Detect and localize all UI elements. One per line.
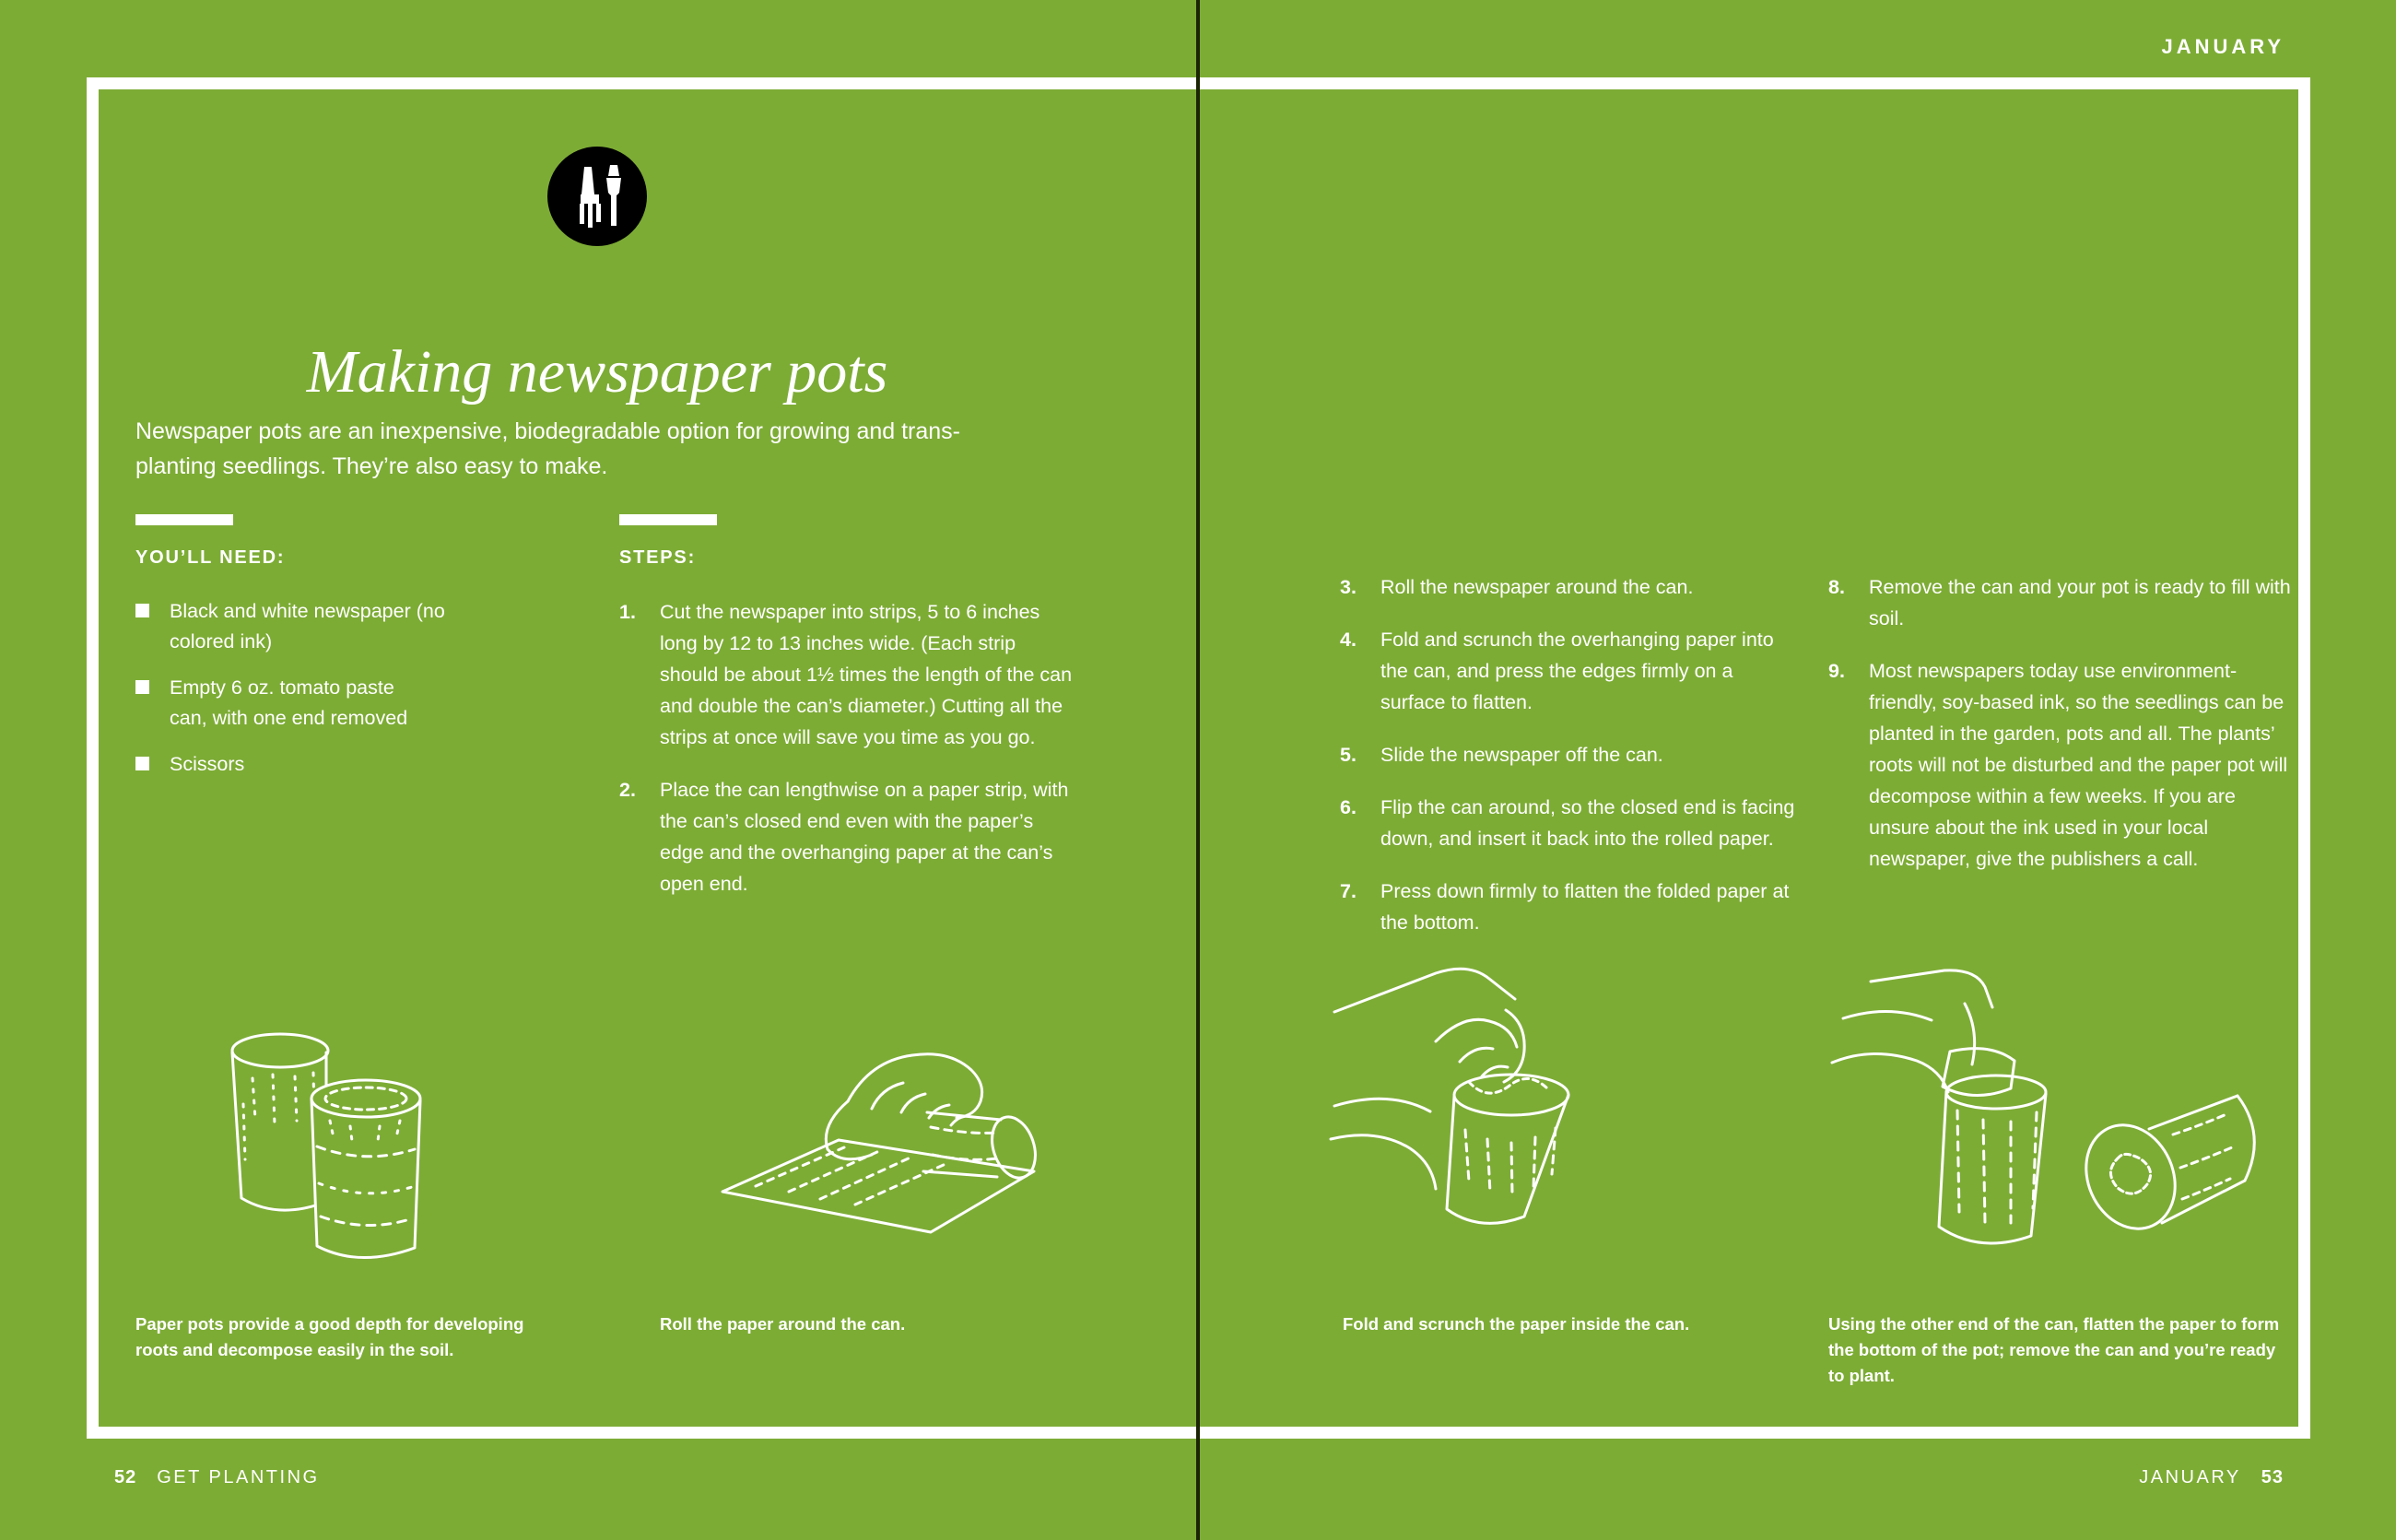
step-item	[1340, 876, 1801, 938]
step-item	[619, 774, 1080, 899]
intro-paragraph	[135, 414, 1057, 484]
step-number: 9.	[1828, 660, 1845, 682]
square-bullet-icon	[135, 757, 149, 770]
need-item	[135, 596, 495, 657]
section-rule	[619, 514, 717, 525]
page-title: Making newspaper pots	[306, 338, 888, 406]
square-bullet-icon	[135, 604, 149, 617]
step-number: 5.	[1340, 744, 1357, 766]
illustration-paper-pots	[221, 1021, 461, 1293]
running-head-month: JANUARY	[2161, 35, 2284, 58]
page-number-left: 52	[114, 1467, 137, 1487]
steps-heading: STEPS:	[619, 547, 697, 568]
step-number: 7.	[1340, 880, 1357, 902]
step-text: Fold and scrunch the overhanging paper into the can, and press the edges firmly on a surface to flatten.	[1380, 629, 1774, 713]
step-number: 6.	[1340, 796, 1357, 818]
step-item	[1340, 739, 1801, 770]
step-text: Most newspapers today use environment-friendly, soy-based ink, so the seedlings can be planted in the garden, pots and all. The plants’ roots will not be disturbed and the paper pot will decompose within a few weeks. If you are unsure about the ink used in your local newspaper, give the publishers a call.	[1869, 660, 2288, 870]
youll-need-section	[135, 514, 495, 795]
need-item-text: Scissors	[170, 753, 245, 775]
caption-fold: Fold and scrunch the paper inside the can.	[1343, 1314, 1690, 1334]
step-text: Place the can lengthwise on a paper strip, with the can’s closed end even with the paper’s edge and the overhanging paper at the can’s open end.	[660, 779, 1069, 895]
step-item	[1340, 571, 1801, 603]
footer-left	[114, 1467, 320, 1488]
step-item	[1828, 655, 2298, 875]
caption-roll: Roll the paper around the can.	[660, 1314, 906, 1334]
garden-tools-icon	[544, 143, 651, 254]
step-number: 8.	[1828, 576, 1845, 598]
step-text: Remove the can and your pot is ready to fill with soil.	[1869, 576, 2291, 629]
need-item	[135, 749, 495, 780]
step-text: Cut the newspaper into strips, 5 to 6 inches long by 12 to 13 inches wide. (Each strip should be about 1½ times the length of the can and double the can’s diameter.) Cutting all the strips at once will save you time as you go.	[660, 601, 1073, 748]
step-text: Flip the can around, so the closed end is facing down, and insert it back into the rolled paper.	[1380, 796, 1795, 850]
spine-gutter-line	[1196, 0, 1200, 1540]
book-title: GET PLANTING	[157, 1467, 320, 1487]
caption-flatten: Using the other end of the can, flatten the paper to form the bottom of the pot; remove the can and you’re ready to plant.	[1828, 1314, 2280, 1385]
footer-right	[2139, 1467, 2284, 1488]
step-item	[1828, 571, 2298, 634]
page-number-right: 53	[2261, 1467, 2284, 1487]
illustration-scrunch-paper	[1325, 958, 1675, 1258]
steps-continued-col1	[1340, 571, 1801, 959]
illustration-roll-paper	[710, 991, 1060, 1253]
step-item	[619, 596, 1080, 753]
step-text: Roll the newspaper around the can.	[1380, 576, 1694, 598]
square-bullet-icon	[135, 680, 149, 694]
need-item	[135, 673, 495, 734]
step-number: 3.	[1340, 576, 1357, 598]
step-item	[1340, 624, 1801, 718]
section-rule	[135, 514, 233, 525]
step-number: 1.	[619, 601, 636, 623]
need-item-text: Black and white newspaper (no colored ink)	[170, 600, 445, 652]
youll-need-heading: YOU’LL NEED:	[135, 547, 286, 568]
intro-line-1: Newspaper pots are an inexpensive, biodegradable option for growing and trans-	[135, 418, 961, 444]
step-text: Press down firmly to flatten the folded paper at the bottom.	[1380, 880, 1790, 934]
steps-section	[619, 514, 1080, 921]
step-number: 2.	[619, 779, 636, 801]
chapter-title: JANUARY	[2139, 1467, 2241, 1487]
illustration-flatten-pot	[1732, 963, 2285, 1290]
step-text: Slide the newspaper off the can.	[1380, 744, 1663, 766]
need-item-text: Empty 6 oz. tomato paste can, with one end removed	[170, 676, 408, 729]
step-number: 4.	[1340, 629, 1357, 651]
step-item	[1340, 792, 1801, 854]
intro-line-2: planting seedlings. They’re also easy to make.	[135, 453, 608, 479]
steps-continued-col2	[1828, 571, 2298, 896]
caption-paper-pots: Paper pots provide a good depth for developing roots and decompose easily in the soil.	[135, 1314, 524, 1359]
